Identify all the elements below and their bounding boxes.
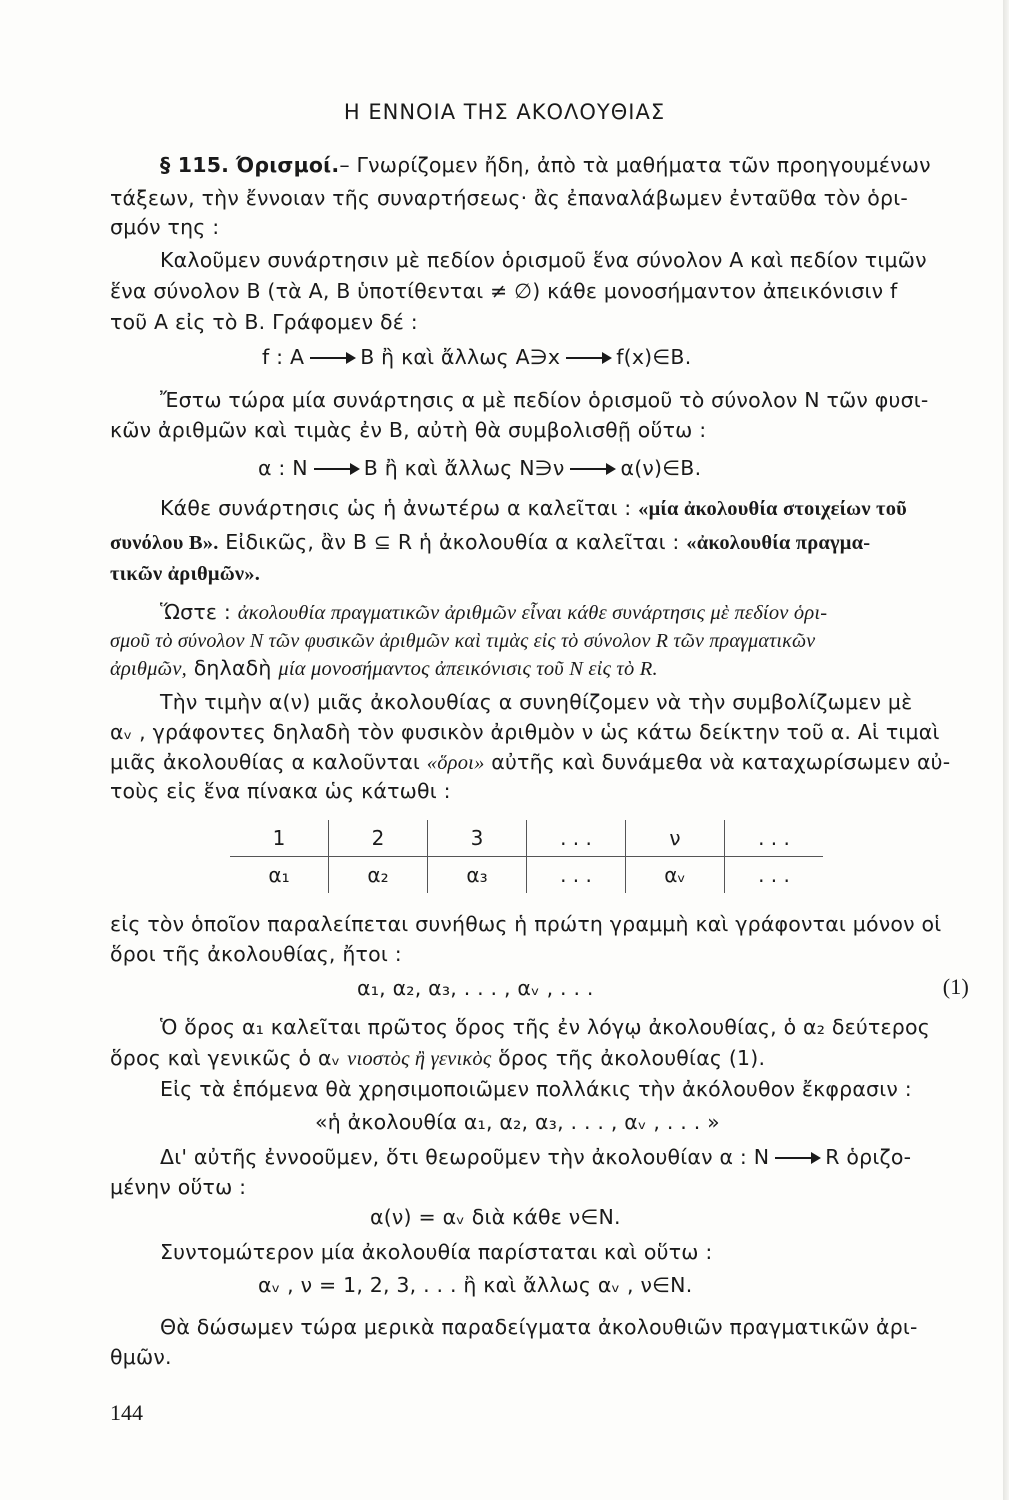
table-cell: 1 bbox=[230, 820, 329, 857]
text-line: τοὺς εἰς ἕνα πίνακα ὡς κάτωθι : bbox=[110, 779, 451, 803]
text-line: Ἔστω τώρα μία συνάρτησις α μὲ πεδίον ὁρισμοῦ τὸ σύνολον N τῶν φυσι- bbox=[160, 388, 929, 412]
text-line: σμόν της : bbox=[110, 215, 220, 239]
text-line bbox=[110, 750, 950, 775]
text-line: τάξεων, τὴν ἔννοιαν τῆς συναρτήσεως· ἂς ἐπαναλάβωμεν ἐνταῦθα τὸν ὁρι- bbox=[110, 186, 908, 210]
arrow-icon bbox=[570, 468, 614, 470]
text-line: Ὁ ὅρος α₁ καλεῖται πρῶτος ὅρος τῆς ἐν λόγῳ ἀκολουθίας, ὁ α₂ δεύτερος bbox=[160, 1015, 930, 1039]
text-line: εἰς τὸν ὁποῖον παραλείπεται συνήθως ἡ πρώτη γραμμὴ καὶ γράφονται μόνον οἱ bbox=[110, 912, 942, 936]
definition-emphasis: «μία ἀκολουθία στοιχείων τοῦ bbox=[638, 498, 907, 520]
text-part: δηλαδὴ bbox=[193, 656, 272, 680]
text-line: μένην οὕτω : bbox=[110, 1175, 247, 1199]
text-part: ὅρος καὶ γενικῶς ὁ αᵥ bbox=[110, 1046, 341, 1070]
formula-part: α(ν)∈B. bbox=[620, 456, 702, 480]
table-cell: α₂ bbox=[329, 857, 428, 894]
text-line: σμοῦ τὸ σύνολον N τῶν φυσικῶν ἀριθμῶν καὶ τιμὰς εἰς τὸ σύνολον R τῶν πραγματικῶν bbox=[110, 630, 816, 652]
text-line: Τὴν τιμὴν α(ν) μιᾶς ἀκολουθίας α συνηθίζομεν νὰ τὴν συμβολίζωμεν μὲ bbox=[160, 690, 913, 714]
text-line bbox=[160, 600, 827, 625]
formula-sequence bbox=[258, 456, 701, 480]
table-cell: αᵥ bbox=[626, 857, 725, 894]
text-line bbox=[110, 530, 870, 555]
formula-part: α : N bbox=[258, 456, 308, 480]
text-line: Συντομώτερον μία ἀκολουθία παρίσταται καὶ οὕτω : bbox=[160, 1240, 713, 1264]
section-number: § 115. bbox=[160, 153, 230, 177]
table-cell: . . . bbox=[527, 820, 626, 857]
arrow-icon bbox=[566, 357, 610, 359]
text-part: μιᾶς ἀκολουθίας α καλοῦνται bbox=[110, 750, 421, 774]
formula-terms: α₁, α₂, α₃, . . . , αᵥ , . . . bbox=[357, 976, 594, 1000]
arrow-icon bbox=[775, 1157, 819, 1159]
table-cell: ν bbox=[626, 820, 725, 857]
formula-definition: α(ν) = αᵥ διὰ κάθε ν∈N. bbox=[370, 1205, 621, 1229]
formula-part: B ἢ καὶ ἄλλως A∋x bbox=[360, 345, 561, 369]
table-cell: 2 bbox=[329, 820, 428, 857]
section-first-line bbox=[160, 153, 931, 177]
term-italic: νιοστὸς ἢ γενικὸς bbox=[347, 1048, 492, 1070]
text-line: Θὰ δώσωμεν τώρα μερικὰ παραδείγματα ἀκολουθιῶν πραγματικῶν ἀρι- bbox=[160, 1315, 918, 1339]
page-edge bbox=[1003, 0, 1009, 1500]
terms-italic: «ὅροι» bbox=[426, 752, 485, 774]
text-part: Κάθε συνάρτησις ὡς ἡ ἀνωτέρω α καλεῖται : bbox=[160, 496, 632, 520]
equation-number: (1) bbox=[942, 974, 969, 999]
text-part: Εἰδικῶς, ἂν B ⊆ R ἡ ἀκολουθία α καλεῖται : bbox=[225, 530, 680, 554]
formula-expression: «ἡ ἀκολουθία α₁, α₂, α₃, . . . , αᵥ , . . . » bbox=[315, 1110, 720, 1134]
text-line bbox=[110, 656, 658, 681]
formula-part: B ἢ καὶ ἄλλως N∋ν bbox=[363, 456, 565, 480]
text-line: κῶν ἀριθμῶν καὶ τιμὰς ἐν Β, αὐτὴ θὰ συμβολισθῇ οὕτω : bbox=[110, 418, 707, 442]
text-line bbox=[110, 1046, 765, 1071]
sequence-table bbox=[230, 820, 823, 893]
text-part: ὅρος τῆς ἀκολουθίας (1). bbox=[498, 1046, 766, 1070]
text-line: θμῶν. bbox=[110, 1345, 172, 1369]
text-line: αᵥ , γράφοντες δηλαδὴ τὸν φυσικὸν ἀριθμὸν ν ὡς κάτω δείκτην τοῦ α. Αἱ τιμαὶ bbox=[110, 720, 940, 744]
definition-italic: ἀκολουθία πραγματικῶν ἀριθμῶν εἶναι κάθε συνάρτησις μὲ πεδίον ὁρι- bbox=[237, 602, 828, 624]
definition-emphasis: «ἀκολουθία πραγμα- bbox=[686, 532, 871, 554]
table-row bbox=[230, 857, 823, 894]
table-cell: . . . bbox=[725, 820, 824, 857]
text-line bbox=[160, 1145, 911, 1169]
arrow-icon bbox=[314, 468, 358, 470]
table-cell: . . . bbox=[758, 863, 790, 887]
formula-part: f(x)∈B. bbox=[616, 345, 692, 369]
text-line: τοῦ Α εἰς τὸ Β. Γράφομεν δέ : bbox=[110, 310, 418, 334]
table-row bbox=[230, 820, 823, 857]
text-line: Καλοῦμεν συνάρτησιν μὲ πεδίον ὁρισμοῦ ἕνα σύνολον Α καὶ πεδίον τιμῶν bbox=[160, 248, 927, 272]
formula-function bbox=[262, 345, 691, 369]
text-line: Εἰς τὰ ἑπόμενα θὰ χρησιμοποιῶμεν πολλάκις τὴν ἀκόλουθον ἔκφρασιν : bbox=[160, 1077, 912, 1101]
text-part: Ὥστε : bbox=[160, 600, 231, 624]
table-cell: 3 bbox=[428, 820, 527, 857]
definition-italic: ἀριθμῶν, bbox=[110, 658, 187, 680]
section-intro: – Γνωρίζομεν ἤδη, ἀπὸ τὰ μαθήματα τῶν προηγουμένων bbox=[339, 153, 931, 177]
page-number: 144 bbox=[110, 1400, 143, 1425]
text-line bbox=[160, 496, 907, 521]
arrow-icon bbox=[310, 357, 354, 359]
table-cell: α₃ bbox=[428, 857, 527, 894]
text-part: αὐτῆς καὶ δυνάμεθα νὰ καταχωρίσωμεν αὐ- bbox=[491, 750, 951, 774]
text-line: ὅροι τῆς ἀκολουθίας, ἤτοι : bbox=[110, 942, 402, 966]
page-title: Η ΕΝΝΟΙΑ ΤΗΣ ΑΚΟΛΟΥΘΙΑΣ bbox=[343, 100, 666, 124]
definition-italic: μία μονοσήμαντος ἀπεικόνισις τοῦ N εἰς τὸ R. bbox=[278, 658, 658, 680]
table-cell: . . . bbox=[527, 857, 626, 894]
formula-notation: αᵥ , ν = 1, 2, 3, . . . ἢ καὶ ἄλλως αᵥ , ν∈N. bbox=[258, 1273, 693, 1297]
table-cell: α₁ bbox=[230, 857, 329, 894]
text-part: Δι' αὐτῆς ἐννοοῦμεν, ὅτι θεωροῦμεν τὴν ἀκολουθίαν α : N bbox=[160, 1145, 770, 1169]
text-part: R ὁριζο- bbox=[825, 1145, 912, 1169]
section-heading: Όρισμοί. bbox=[235, 153, 340, 177]
text-line: τικῶν ἀριθμῶν». bbox=[110, 563, 261, 585]
text-line: ἕνα σύνολον Β (τὰ Α, Β ὑποτίθενται ≠ ∅) κάθε μονοσήμαντον ἀπεικόνισιν f bbox=[110, 279, 898, 303]
definition-emphasis: συνόλου Β». bbox=[110, 532, 219, 554]
formula-part: f : A bbox=[262, 345, 305, 369]
